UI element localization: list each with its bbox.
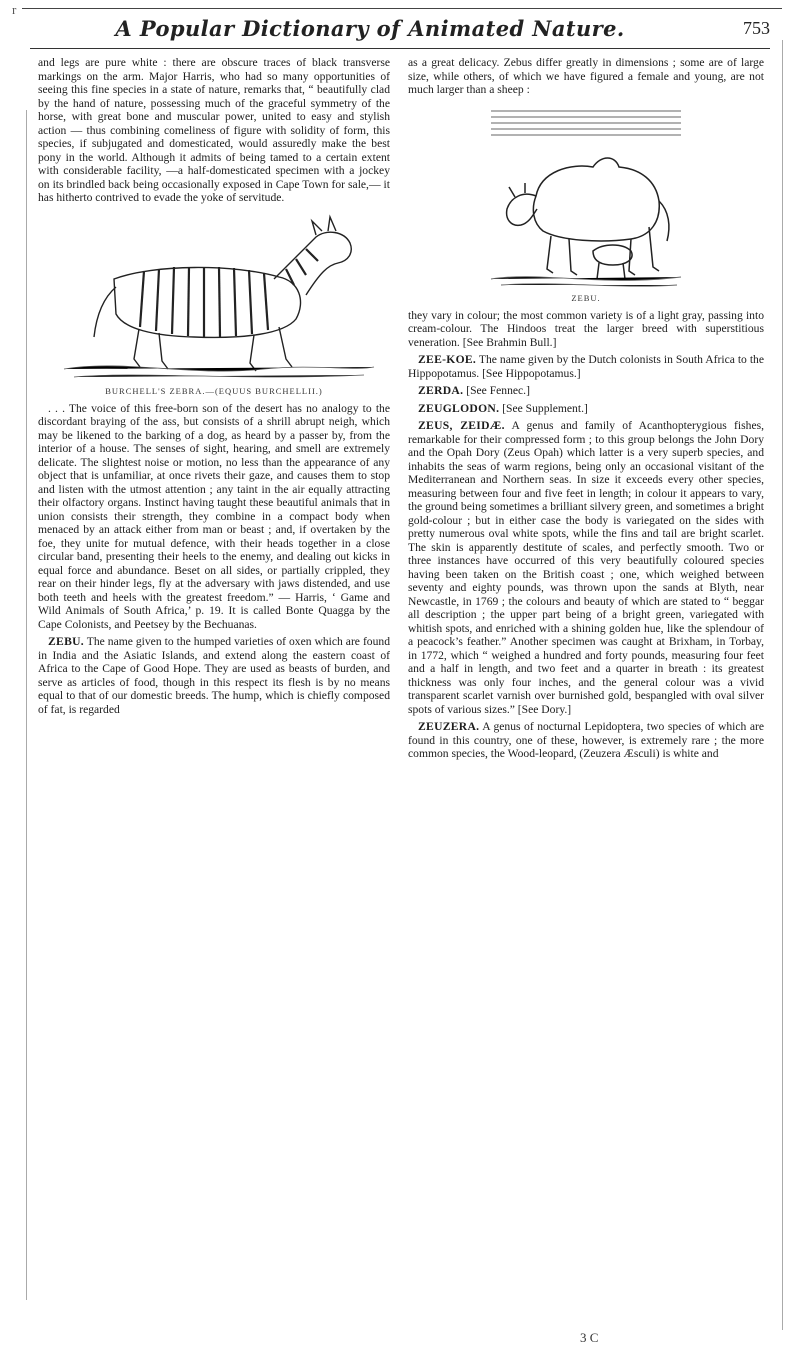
zeus-entry <box>408 419 764 716</box>
page-corner-mark: r <box>12 2 17 17</box>
zebu-colour-paragraph: they vary in colour; the most common variety is of a light gray, passing into cream-colour. The Hindoos treat the larger breed with superstitious veneration. [See Brahmin Bull.] <box>408 308 764 349</box>
zee-koe-entry <box>408 353 764 380</box>
zeus-entry-text: A genus and family of Acanthopterygious fishes, remarkable for their compressed form ; to this group belongs the John Dory and the Opah Dory (Zeus Opah) which latter is a very superb species, and inhabits the seas of warm regions, being only an occasional visitant of the Mediterranean and Northern seas. In size it exceeds every other species, measuring between four and five feet in length; in colour it appears to vary, the ground being sometimes a brilliant silvery green, and sometimes a bright gold-colour ; but in either case the body is variegated on the sides with pretty numerous oval white spots, while the fins and tail are bright scarlet. The skin is apparently destitute of scales, and perfectly smooth. Two or three instances have occurred of this very beautifully coloured species having been taken on the British coast ; one, which weighed between seventy and eighty pounds, was thrown upon the sands at Blyth, near Newcastle, in 1769 ; the colours and beauty of which are stated to “ beggar all description ; the upper part being of a bright green, variegated with whitish spots, and enriched with a shining golden hue, like the splendour of a peacock’s feather.” Another specimen was caught at Brixham, in Torbay, in 1772, which “ weighed a hundred and forty pounds, measuring four feet and a half in length, and two feet and a quarter in breath : its greatest thickness was only four inches, and the general colour was a vivid transparent scarlet varnish over burnished gold, bespangled with oval silver spots of various sizes.” [See Dory.] <box>408 419 764 716</box>
zeus-headword: ZEUS, ZEIDÆ. <box>418 419 505 432</box>
zebra-voice-paragraph: . . . The voice of this free-born son of the desert has no analogy to the discordant braying of the ass, but consists of a shrill abrupt neigh, which may be likened to the barking of a dog, as heard by a passer by, from the interior of a house. The senses of sight, hearing, and smell are extremely delicate. The slightest noise or motion, no less than the appearance of any object that is unfamiliar, at once rivets their gaze, and causes them to stop and listen with the utmost attention ; any taint in the air equally attracting their olfactory organs. Instinct having taught these beautiful animals that in union consists their strength, they combine in a compact body when menaced by an attack either from man or beast ; and, if overtaken by the foe, they unite for mutual defence, with their heads together in a close circular band, presenting their heels to the enemy, and dealing out kicks in equal force and abundance. Beset on all sides, or partially crippled, they rear on their hinder legs, fly at the adversary with jaws distended, and use both teeth and heels with the greatest freedom.” — Harris, ‘ Game and Wild Animals of South Africa,’ p. 19. It is called Bonte Quagga by the Cape Colonists, and Peetsey by the Bechuanas. <box>38 401 390 631</box>
zeuglodon-headword: ZEUGLODON. <box>418 401 500 415</box>
zee-koe-entry-text: The name given by the Dutch colonists in South Africa to the Hippopotamus. [See Hippopotamus.] <box>408 353 764 380</box>
zeuglodon-entry-text: [See Supplement.] <box>502 401 588 415</box>
zebu-illustration <box>481 101 691 291</box>
zebra-description-paragraph: and legs are pure white : there are obscure traces of black transverse markings on the arm. Major Harris, who had so many opportunities of seeing this fine species in a state of nature, remarks that, “ beautifully clad by the hand of nature, possessing much of the graceful symmetry of the horse, with great bone and muscular power, united to easy and stylish action — thus combining comeliness of figure with solidity of form, this species, if subjugated and domesticated, would assuredly make the best pony in the world. Although it admits of being tamed to a certain extent with considerable facility, —a half-domesticated specimen with a jockey on its brindled back being occasionally exposed in Cape Town for sale,— it has hitherto contrived to evade the yoke of servitude. <box>38 56 390 204</box>
page-header <box>30 16 770 49</box>
zebu-engraving-icon <box>481 101 691 291</box>
zebu-headword: ZEBU. <box>48 635 84 648</box>
zebu-entry-text: The name given to the humped varieties of oxen which are found in India and the Asiatic Islands, and extend along the eastern coast of Africa to the Cape of Good Hope. They are used as beasts of burden, and serve as articles of food, though in this respect its flesh is by no means equal to that of our domestic breeds. The hump, which is chiefly composed of fat, is regarded <box>38 635 390 716</box>
zee-koe-headword: ZEE-KOE. <box>418 353 477 366</box>
zeuzera-headword: ZEUZERA. <box>418 720 480 733</box>
zeuzera-entry-text: A genus of nocturnal Lepidoptera, two species of which are found in this country, one of these, however, is extremely rare ; the more common species, the Wood-leopard, (Zeuzera Æsculi) is white and <box>408 720 764 760</box>
zebra-figure-caption: BURCHELL'S ZEBRA.—(EQUUS BURCHELLII.) <box>105 385 323 396</box>
zerda-entry <box>408 384 764 398</box>
zebu-continued-paragraph: as a great delicacy. Zebus differ greatly in dimensions ; some are of large size, while others, of which we have figured a female and young, are not much larger than a sheep : <box>408 56 764 96</box>
zebra-engraving-icon <box>44 209 384 384</box>
page-number: 753 <box>743 18 770 38</box>
zeuglodon-entry <box>408 402 764 416</box>
top-rule <box>22 8 782 9</box>
printer-signature: 3 C <box>580 1330 599 1345</box>
zebra-illustration <box>44 209 384 384</box>
zerda-entry-text: [See Fennec.] <box>466 384 530 397</box>
zebu-entry <box>38 635 390 716</box>
right-column <box>408 56 764 765</box>
zerda-headword: ZERDA. <box>418 384 464 397</box>
running-title: A Popular Dictionary of Animated Nature. <box>115 16 625 41</box>
left-column <box>38 56 390 720</box>
right-margin-rule <box>782 40 783 1330</box>
zebu-figure-caption: ZEBU. <box>571 292 601 303</box>
zeuzera-entry <box>408 720 764 761</box>
left-margin-rule <box>26 110 27 1300</box>
